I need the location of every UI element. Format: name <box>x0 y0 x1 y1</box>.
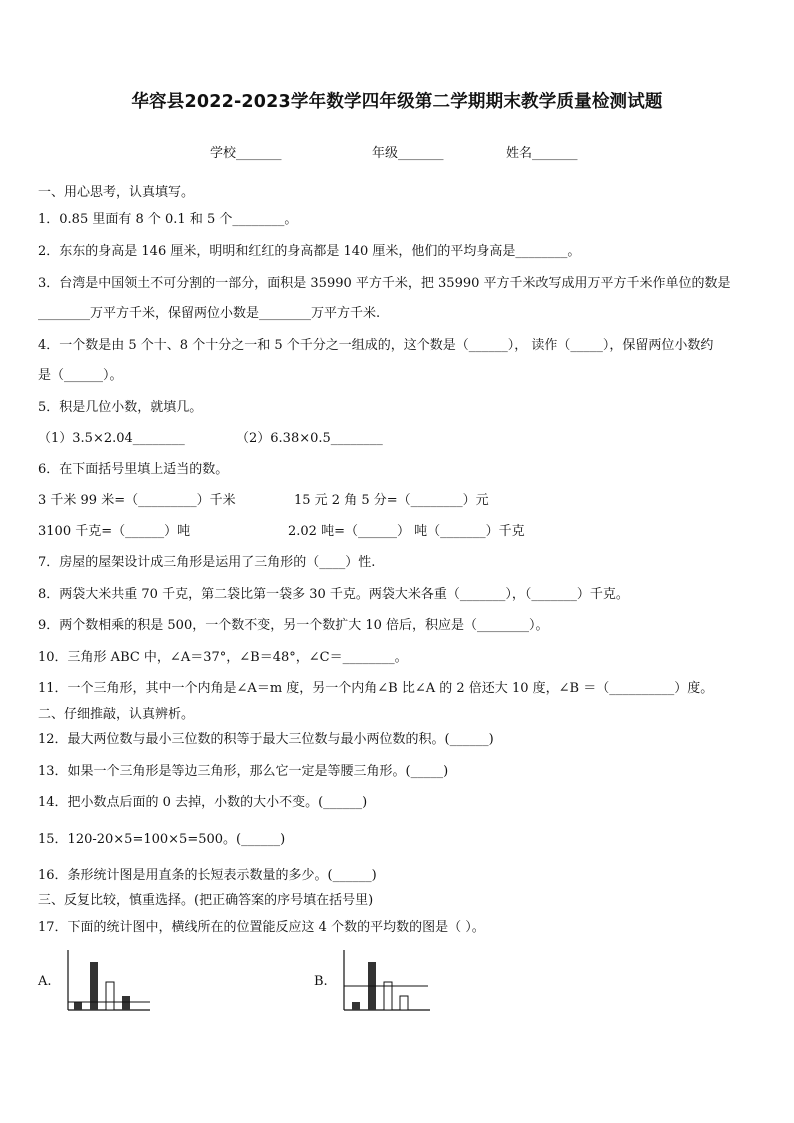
question-3: 3．台湾是中国领土不可分割的一部分，面积是 35990 平方千米，把 35990 平方千米改写成用万平方千米作单位的数是 <box>38 276 731 291</box>
question-4: 4．一个数是由 5 个十、8 个十分之一和 5 个千分之一组成的，这个数是（______）， 读作（_____），保留两位小数约 <box>38 338 714 353</box>
question-11: 11．一个三角形，其中一个内角是∠A＝m 度，另一个内角∠B 比∠A 的 2 倍还大 10 度，∠B ＝（__________）度。 <box>38 681 714 696</box>
section-1-heading: 一、用心思考，认真填写。 <box>38 185 195 200</box>
question-6-part-4: 2.02 吨=（______） 吨（_______）千克 <box>288 524 525 539</box>
question-5-part-2: （2）6.38×0.5________ <box>236 431 383 446</box>
option-a-label: A. <box>38 974 52 989</box>
question-7: 7．房屋的屋架设计成三角形是运用了三角形的（____）性. <box>38 555 376 570</box>
question-9: 9．两个数相乘的积是 500，一个数不变，另一个数扩大 10 倍后，积应是（________）。 <box>38 618 549 633</box>
option-b-bar-chart <box>336 948 432 1012</box>
page-title: 华容县2022-2023学年数学四年级第二学期期末教学质量检测试题 <box>131 92 663 112</box>
question-14: 14．把小数点后面的 0 去掉，小数的大小不变。(______) <box>38 795 368 810</box>
question-13: 13．如果一个三角形是等边三角形，那么它一定是等腰三角形。(_____) <box>38 764 449 779</box>
question-17: 17．下面的统计图中，横线所在的位置能反应这 4 个数的平均数的图是（ ）。 <box>38 920 485 935</box>
option-b-label: B. <box>314 974 328 989</box>
question-6-part-2: 15 元 2 角 5 分=（________）元 <box>294 493 489 508</box>
option-a-bar-chart <box>60 948 152 1012</box>
section-2-heading: 二、仔细推敲，认真辨析。 <box>38 707 195 722</box>
question-10: 10．三角形 ABC 中，∠A＝37°，∠B＝48°，∠C＝________。 <box>38 650 408 665</box>
question-6: 6．在下面括号里填上适当的数。 <box>38 462 229 477</box>
name-field: 姓名_______ <box>506 146 578 161</box>
question-4-continued: 是（______）。 <box>38 368 123 383</box>
question-5: 5．积是几位小数，就填几。 <box>38 400 203 415</box>
question-12: 12．最大两位数与最小三位数的积等于最大三位数与最小两位数的积。(______) <box>38 732 494 747</box>
question-3-continued: ________万平方千米，保留两位小数是________万平方千米. <box>38 306 381 321</box>
section-3-heading: 三、反复比较，慎重选择。(把正确答案的序号填在括号里) <box>38 893 374 908</box>
question-15: 15．120-20×5=100×5=500。(______) <box>38 832 286 847</box>
grade-field: 年级_______ <box>372 146 444 161</box>
question-8: 8．两袋大米共重 70 千克，第二袋比第一袋多 30 千克。两袋大米各重（_______），（_______）千克。 <box>38 587 629 602</box>
question-2: 2．东东的身高是 146 厘米，明明和红红的身高都是 140 厘米，他们的平均身高是________。 <box>38 244 581 259</box>
question-16: 16．条形统计图是用直条的长短表示数量的多少。(______) <box>38 868 377 883</box>
question-6-part-1: 3 千米 99 米=（_________）千米 <box>38 493 236 508</box>
question-1: 1．0.85 里面有 8 个 0.1 和 5 个________。 <box>38 212 298 227</box>
question-5-part-1: （1）3.5×2.04________ <box>38 431 185 446</box>
school-field: 学校_______ <box>210 146 282 161</box>
question-6-part-3: 3100 千克=（______）吨 <box>38 524 191 539</box>
